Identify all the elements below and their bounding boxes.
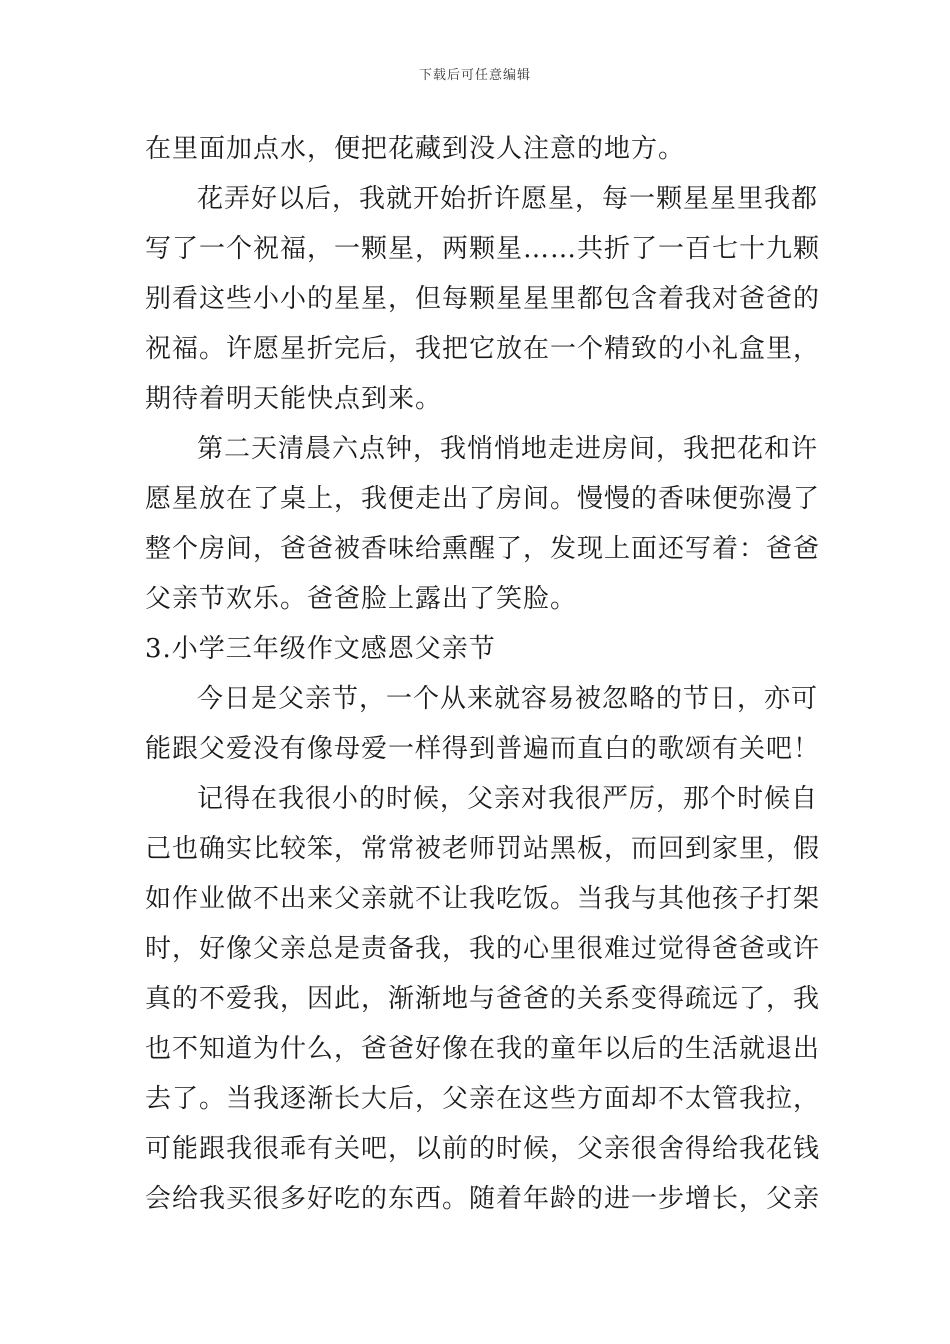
text-line: 期待着明天能快点到来。 [145,384,443,414]
text-line: 整个房间，爸爸被香味给熏醒了，发现上面还写着：爸爸 [145,534,821,564]
text-line: 写了一个祝福，一颗星，两颗星……共折了一百七十九颗 [145,234,821,264]
text-line: 父亲节欢乐。爸爸脸上露出了笑脸。 [145,584,578,614]
text-line: 也不知道为什么，爸爸好像在我的童年以后的生活就退出 [145,1034,821,1064]
text-line: 时，好像父亲总是责备我，我的心里很难过觉得爸爸或许 [145,934,821,964]
paragraph-start-line: 今日是父亲节，一个从来就容易被忽略的节日，亦可 [197,684,819,714]
page-header: 下载后可任意编辑 [418,68,531,83]
text-line: 会给我买很多好吃的东西。随着年龄的进一步增长，父亲 [145,1184,821,1214]
text-line: 愿星放在了桌上，我便走出了房间。慢慢的香味便弥漫了 [145,484,821,514]
section-heading: 3.小学三年级作文感恩父亲节 [145,634,496,664]
text-line: 别看这些小小的星星，但每颗星星里都包含着我对爸爸的 [145,284,821,314]
text-line: 己也确实比较笨，常常被老师罚站黑板，而回到家里，假 [145,834,821,864]
document-body [145,124,821,1224]
text-line: 祝福。许愿星折完后，我把它放在一个精致的小礼盒里， [145,334,821,364]
paragraph-start-line: 第二天清晨六点钟，我悄悄地走进房间，我把花和许 [197,434,819,464]
text-line: 能跟父爱没有像母爱一样得到普遍而直白的歌颂有关吧！ [145,734,821,764]
text-line: 在里面加点水，便把花藏到没人注意的地方。 [145,134,686,164]
text-line: 去了。当我逐渐长大后，父亲在这些方面却不太管我拉， [145,1084,821,1114]
text-line: 可能跟我很乖有关吧，以前的时候，父亲很舍得给我花钱 [145,1134,821,1164]
text-line: 如作业做不出来父亲就不让我吃饭。当我与其他孩子打架 [145,884,821,914]
text-line: 真的不爱我，因此，渐渐地与爸爸的关系变得疏远了，我 [145,984,821,1014]
paragraph-start-line: 记得在我很小的时候，父亲对我很严厉，那个时候自 [197,784,819,814]
paragraph-start-line: 花弄好以后，我就开始折许愿星，每一颗星星里我都 [197,184,819,214]
